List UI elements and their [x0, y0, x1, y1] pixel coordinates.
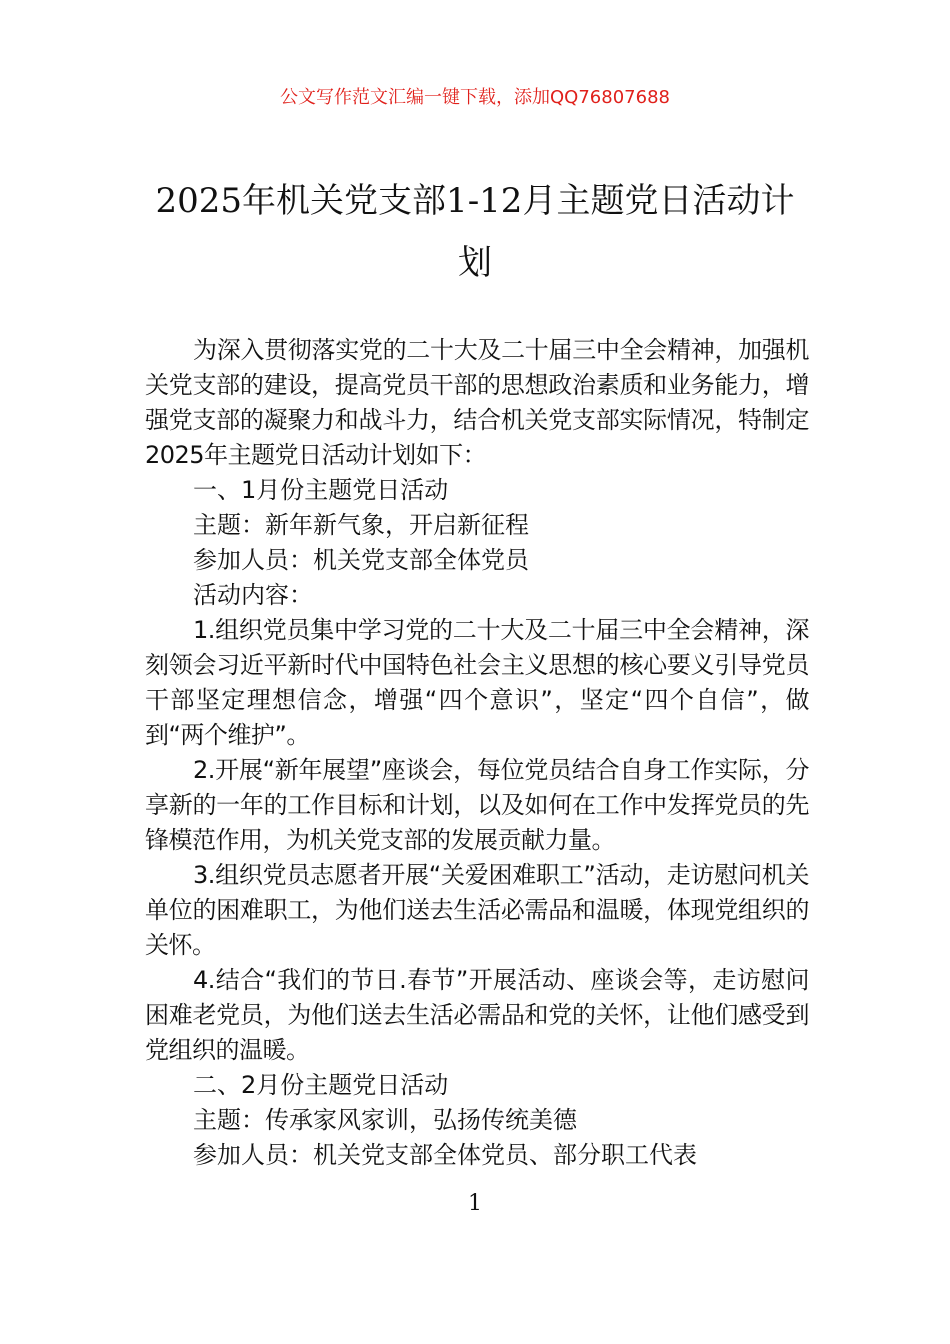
document-title: 2025年机关党支部1-12月主题党日活动计划 — [155, 181, 795, 283]
february-participants: 参加人员：机关党支部全体党员、部分职工代表 — [193, 1141, 697, 1169]
january-item-3: 3.组织党员志愿者开展“关爱困难职工”活动，走访慰问机关单位的困难职工，为他们送去生活必需品和温暖，体现党组织的关怀。 — [145, 861, 809, 959]
january-item-2: 2.开展“新年展望”座谈会，每位党员结合自身工作实际，分享新的一年的工作目标和计划，以及如何在工作中发挥党员的先锋模范作用，为机关党支部的发展贡献力量。 — [145, 756, 809, 854]
january-item-1: 1.组织党员集中学习党的二十大及二十届三中全会精神，深刻领会习近平新时代中国特色社会主义思想的核心要义引导党员干部坚定理想信念，增强“四个意识”，坚定“四个自信”，做到“两个维护”。 — [145, 616, 809, 749]
document-body — [145, 333, 809, 1173]
intro-paragraph: 为深入贯彻落实党的二十大及二十届三中全会精神，加强机关党支部的建设，提高党员干部的思想政治素质和业务能力，增强党支部的凝聚力和战斗力，结合机关党支部实际情况，特制定2025年主题党日活动计划如下： — [145, 336, 809, 469]
february-theme: 主题：传承家风家训，弘扬传统美德 — [193, 1106, 577, 1134]
january-item-4: 4.结合“我们的节日.春节”开展活动、座谈会等，走访慰问困难老党员，为他们送去生活必需品和党的关怀，让他们感受到党组织的温暖。 — [145, 966, 809, 1064]
page-number: 1 — [468, 1191, 482, 1216]
january-theme: 主题：新年新气象，开启新征程 — [193, 511, 529, 539]
january-content-label: 活动内容： — [193, 581, 313, 609]
section-heading-january: 一、1月份主题党日活动 — [193, 476, 449, 504]
promo-banner: 公文写作范文汇编一键下载，添加QQ76807688 — [280, 87, 670, 108]
january-participants: 参加人员：机关党支部全体党员 — [193, 546, 529, 574]
section-heading-february: 二、2月份主题党日活动 — [193, 1071, 449, 1099]
